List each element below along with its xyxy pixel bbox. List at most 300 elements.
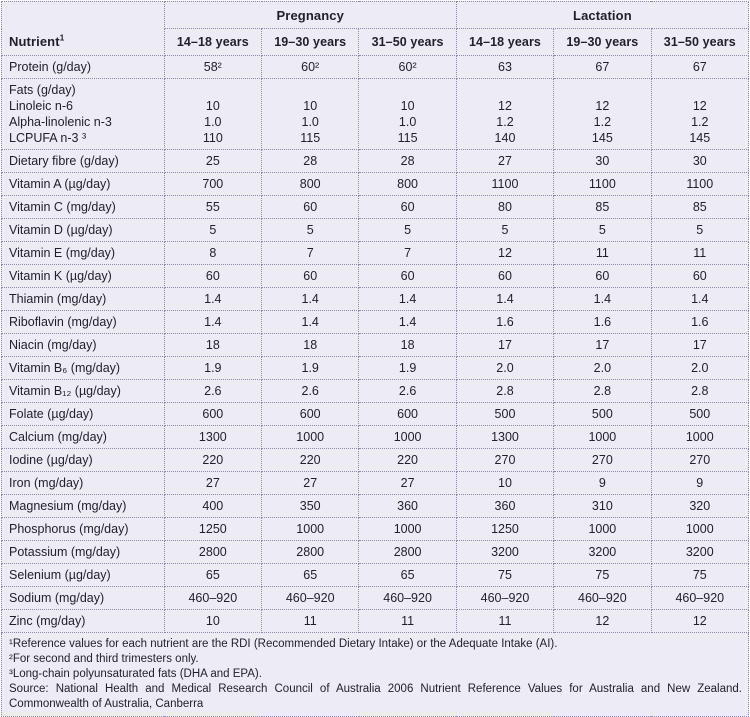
value-cell: [456, 518, 553, 541]
value-line: 7: [306, 246, 314, 260]
value-cell: [651, 587, 748, 610]
value-cell: [651, 265, 748, 288]
value-line: 11: [693, 246, 707, 260]
value-cell: [359, 173, 456, 196]
value-cell: [651, 196, 748, 219]
nutrient-label: [2, 518, 165, 541]
value-cell: [359, 403, 456, 426]
value-cell: [164, 311, 261, 334]
value-line: 60: [303, 200, 318, 214]
value-cell: [554, 610, 651, 633]
value-line: 1000: [685, 522, 714, 536]
nutrient-label-line: Protein (g/day): [9, 60, 91, 74]
value-cell: [554, 288, 651, 311]
value-line: 110: [202, 131, 223, 145]
value-cell: [262, 380, 359, 403]
value-cell: [262, 311, 359, 334]
value-cell: [359, 150, 456, 173]
value-line: 310: [591, 499, 613, 513]
value-line: [165, 82, 261, 98]
nutrient-label: [2, 173, 165, 196]
age-column-header: 14–18 years: [164, 29, 261, 56]
table-row: [2, 334, 749, 357]
value-line: 1.6: [691, 315, 709, 329]
value-line: 1.6: [593, 315, 612, 329]
value-cell: [651, 150, 748, 173]
value-cell: [456, 357, 553, 380]
value-cell: [456, 56, 553, 79]
table-row: [2, 196, 749, 219]
value-cell: [554, 196, 651, 219]
nutrient-label-line: Vitamin D (µg/day): [9, 223, 113, 237]
value-line: 18: [205, 338, 220, 352]
value-line: 12: [498, 246, 512, 260]
value-cell: [456, 610, 553, 633]
value-cell: [359, 311, 456, 334]
value-cell: [456, 311, 553, 334]
value-cell: [262, 288, 359, 311]
value-cell: [164, 173, 261, 196]
nutrient-label-line: Phosphorus (mg/day): [9, 522, 129, 536]
value-line: 60²: [301, 60, 320, 74]
value-line: 25: [205, 154, 220, 168]
value-cell: [262, 242, 359, 265]
value-cell: [456, 472, 553, 495]
nutrient-label: [2, 610, 165, 633]
lactation-group-header: Lactation: [456, 2, 748, 29]
value-line: 700: [202, 177, 224, 191]
value-cell: [651, 56, 748, 79]
value-line: 1.4: [204, 292, 222, 306]
value-line: 3200: [588, 545, 617, 559]
value-line: 600: [397, 407, 419, 421]
nutrient-label-line: Linoleic n-6: [9, 99, 73, 113]
value-line: [262, 82, 358, 98]
value-line: 2.8: [593, 384, 612, 398]
table-row: [2, 56, 749, 79]
value-cell: [359, 79, 456, 150]
value-cell: [456, 587, 553, 610]
nutrient-label: [2, 196, 165, 219]
value-line: 10: [303, 99, 318, 113]
value-line: 460–920: [383, 591, 432, 605]
value-line: 1300: [491, 430, 519, 444]
value-line: 1.4: [301, 292, 319, 306]
value-cell: [651, 242, 748, 265]
nutrient-label: [2, 564, 165, 587]
value-cell: [359, 380, 456, 403]
value-cell: [359, 242, 456, 265]
value-cell: [262, 449, 359, 472]
value-line: 75: [498, 568, 512, 582]
nutrient-label-line: Iodine (µg/day): [9, 453, 93, 467]
value-line: 270: [689, 453, 711, 467]
nutrient-label-line: Vitamin B₆ (mg/day): [9, 361, 121, 375]
nutrient-label-line: LCPUFA n-3 ³: [9, 131, 87, 145]
value-line: 1000: [588, 430, 617, 444]
value-cell: [554, 311, 651, 334]
value-line: 5: [306, 223, 314, 237]
footnote-row: [2, 633, 749, 717]
value-line: 75: [692, 568, 707, 582]
value-cell: [456, 426, 553, 449]
value-cell: [359, 334, 456, 357]
value-line: 18: [303, 338, 318, 352]
value-cell: [456, 79, 553, 150]
nutrient-label-line: Thiamin (mg/day): [9, 292, 107, 306]
value-line: 270: [494, 453, 516, 467]
value-line: 60: [692, 269, 707, 283]
nutrient-label: [2, 150, 165, 173]
value-line: 12: [692, 99, 707, 113]
value-cell: [164, 56, 261, 79]
value-cell: [359, 472, 456, 495]
table-row: [2, 587, 749, 610]
nutrient-reference-table: [1, 1, 749, 717]
age-column-header: 19–30 years: [262, 29, 359, 56]
value-line: 60: [303, 269, 318, 283]
value-line: 8: [209, 246, 217, 260]
value-line: 1100: [491, 177, 519, 191]
value-cell: [554, 334, 651, 357]
value-line: 1.0: [301, 115, 319, 129]
value-line: 2.6: [301, 384, 319, 398]
value-cell: [651, 357, 748, 380]
value-cell: [262, 79, 359, 150]
value-line: 600: [202, 407, 224, 421]
value-line: 1.4: [593, 292, 612, 306]
value-line: [359, 82, 455, 98]
value-line: 60: [595, 269, 610, 283]
nutrient-label-line: Folate (µg/day): [9, 407, 94, 421]
table-row: [2, 79, 749, 150]
footnote-2: ²For second and third trimesters only.: [9, 653, 199, 665]
value-cell: [164, 380, 261, 403]
value-cell: [359, 449, 456, 472]
table-row: [2, 265, 749, 288]
value-line: 11: [595, 246, 609, 260]
nutrient-label-line: Sodium (mg/day): [9, 591, 105, 605]
value-cell: [554, 564, 651, 587]
value-line: 1.2: [496, 115, 514, 129]
value-cell: [456, 541, 553, 564]
value-line: 7: [404, 246, 412, 260]
value-line: 1100: [588, 177, 616, 191]
value-cell: [164, 564, 261, 587]
value-cell: [164, 587, 261, 610]
value-line: 12: [692, 614, 707, 628]
nutrient-label-line: Potassium (mg/day): [9, 545, 121, 559]
value-cell: [554, 265, 651, 288]
nutrient-label: [2, 219, 165, 242]
nutrient-label-line: Iron (mg/day): [9, 476, 84, 490]
value-line: 27: [498, 154, 512, 168]
value-cell: [651, 541, 748, 564]
value-cell: [262, 334, 359, 357]
value-cell: [554, 403, 651, 426]
value-line: 60: [400, 269, 415, 283]
value-cell: [456, 380, 553, 403]
value-line: 1000: [296, 522, 325, 536]
nutrient-label: [2, 56, 165, 79]
nutrient-column-header-label: Nutrient: [9, 34, 60, 49]
value-cell: [359, 265, 456, 288]
value-line: 2.6: [204, 384, 222, 398]
nutrient-label-line: Vitamin E (mg/day): [9, 246, 116, 260]
value-cell: [554, 449, 651, 472]
value-cell: [554, 79, 651, 150]
value-line: 1.0: [398, 115, 417, 129]
footnotes-cell: [2, 633, 749, 717]
value-line: 400: [202, 499, 224, 513]
value-cell: [164, 403, 261, 426]
nutrient-label: [2, 541, 165, 564]
table-header: [2, 2, 749, 56]
value-cell: [359, 610, 456, 633]
value-cell: [651, 403, 748, 426]
source-line: Source: National Health and Medical Research Council of Australia 2006 Nutrient Reference Values for Australia and New Zealand.: [9, 683, 742, 695]
value-line: 460–920: [188, 591, 238, 605]
value-cell: [359, 288, 456, 311]
value-line: 10: [205, 99, 220, 113]
value-line: 28: [303, 154, 318, 168]
nutrient-label: [2, 472, 165, 495]
value-line: 10: [400, 99, 415, 113]
value-line: 55: [205, 200, 220, 214]
value-cell: [554, 495, 651, 518]
value-cell: [262, 426, 359, 449]
table-row: [2, 518, 749, 541]
value-line: 800: [299, 177, 321, 191]
value-line: 18: [400, 338, 415, 352]
value-line: 65: [205, 568, 220, 582]
table-row: [2, 449, 749, 472]
value-line: 5: [696, 223, 704, 237]
value-line: 30: [595, 154, 610, 168]
value-cell: [164, 334, 261, 357]
value-line: 1.4: [691, 292, 709, 306]
value-line: 5: [209, 223, 217, 237]
value-cell: [262, 610, 359, 633]
value-line: 1.9: [204, 361, 222, 375]
value-line: 1000: [393, 522, 422, 536]
value-cell: [456, 150, 553, 173]
table-row: [2, 173, 749, 196]
nutrient-label-line: Niacin (mg/day): [9, 338, 97, 352]
value-line: 3200: [491, 545, 519, 559]
value-cell: [359, 541, 456, 564]
table-row: [2, 242, 749, 265]
age-column-header: 19–30 years: [554, 29, 651, 56]
value-cell: [456, 449, 553, 472]
value-cell: [262, 403, 359, 426]
value-cell: [359, 219, 456, 242]
group-header-row: [2, 2, 749, 29]
value-cell: [456, 288, 553, 311]
age-column-header: 31–50 years: [651, 29, 748, 56]
value-line: [652, 82, 748, 98]
table-row: [2, 150, 749, 173]
nutrient-label: [2, 495, 165, 518]
value-line: 12: [498, 99, 512, 113]
value-line: 65: [303, 568, 318, 582]
value-line: 460–920: [480, 591, 530, 605]
value-cell: [554, 219, 651, 242]
value-line: 12: [595, 99, 610, 113]
value-line: 1250: [198, 522, 227, 536]
nutrient-label-line: Vitamin A (µg/day): [9, 177, 111, 191]
value-cell: [651, 564, 748, 587]
value-line: 1000: [296, 430, 325, 444]
value-cell: [359, 495, 456, 518]
value-line: 1.2: [593, 115, 612, 129]
value-line: 9: [598, 476, 606, 490]
nutrient-header-footnote-marker: 1: [59, 32, 65, 43]
value-cell: [262, 150, 359, 173]
value-cell: [456, 495, 553, 518]
value-line: 27: [400, 476, 415, 490]
value-line: 5: [598, 223, 606, 237]
nutrient-label: [2, 79, 165, 150]
nutrient-label: [2, 426, 165, 449]
nutrient-label: [2, 311, 165, 334]
value-cell: [651, 472, 748, 495]
value-line: 12: [595, 614, 610, 628]
value-line: 800: [397, 177, 419, 191]
value-cell: [651, 449, 748, 472]
value-line: 2.6: [398, 384, 417, 398]
nutrient-label: [2, 242, 165, 265]
value-line: 360: [397, 499, 419, 513]
footnote-1: ¹Reference values for each nutrient are the RDI (Recommended Dietary Intake) or the Adequate Intake (AI).: [9, 638, 558, 650]
value-line: 1.4: [398, 292, 417, 306]
nutrient-column-header: [2, 2, 165, 56]
value-cell: [554, 541, 651, 564]
value-cell: [456, 196, 553, 219]
value-line: 2800: [296, 545, 325, 559]
nutrient-label-line: Vitamin C (mg/day): [9, 200, 116, 214]
value-line: 115: [397, 131, 418, 145]
value-line: 1.9: [398, 361, 417, 375]
nutrient-label-line: Magnesium (mg/day): [9, 499, 127, 513]
value-line: 140: [494, 131, 516, 145]
value-line: 320: [689, 499, 711, 513]
value-line: 28: [400, 154, 415, 168]
value-cell: [554, 426, 651, 449]
value-cell: [651, 219, 748, 242]
value-cell: [164, 219, 261, 242]
value-cell: [651, 610, 748, 633]
value-line: 220: [299, 453, 321, 467]
value-cell: [651, 173, 748, 196]
value-cell: [164, 357, 261, 380]
value-line: 1.4: [496, 292, 514, 306]
nutrient-label: [2, 357, 165, 380]
table-footer: [2, 633, 749, 717]
value-cell: [262, 173, 359, 196]
value-line: [554, 82, 650, 98]
value-cell: [164, 541, 261, 564]
nutrient-label-line: Fats (g/day): [9, 83, 76, 97]
age-column-header: 31–50 years: [359, 29, 456, 56]
value-cell: [164, 610, 261, 633]
value-cell: [359, 357, 456, 380]
value-cell: [554, 56, 651, 79]
value-line: 1.4: [398, 315, 417, 329]
value-cell: [456, 242, 553, 265]
value-cell: [651, 288, 748, 311]
nutrient-label-line: Alpha-linolenic n-3: [9, 115, 112, 129]
value-line: 58²: [203, 60, 222, 74]
value-cell: [164, 288, 261, 311]
value-line: 2.8: [691, 384, 709, 398]
value-line: 1.6: [496, 315, 514, 329]
value-cell: [262, 472, 359, 495]
value-line: 1100: [686, 177, 714, 191]
value-line: 63: [498, 60, 512, 74]
value-cell: [262, 564, 359, 587]
value-line: 27: [205, 476, 220, 490]
nutrient-label-line: Dietary fibre (g/day): [9, 154, 119, 168]
value-line: 1250: [491, 522, 519, 536]
value-line: 1.4: [301, 315, 319, 329]
value-line: 2800: [198, 545, 227, 559]
nutrient-label: [2, 380, 165, 403]
table-row: [2, 610, 749, 633]
value-cell: [554, 150, 651, 173]
value-cell: [554, 472, 651, 495]
value-cell: [456, 564, 553, 587]
value-cell: [651, 518, 748, 541]
value-cell: [262, 518, 359, 541]
value-line: 67: [692, 60, 707, 74]
value-cell: [164, 495, 261, 518]
nutrient-label-line: Calcium (mg/day): [9, 430, 107, 444]
value-cell: [456, 334, 553, 357]
value-line: 115: [300, 131, 321, 145]
value-cell: [651, 495, 748, 518]
value-cell: [359, 56, 456, 79]
value-line: 85: [692, 200, 707, 214]
value-cell: [359, 518, 456, 541]
value-line: 11: [303, 614, 317, 628]
age-column-header: 14–18 years: [456, 29, 553, 56]
value-cell: [554, 587, 651, 610]
value-cell: [262, 495, 359, 518]
nutrient-label: [2, 265, 165, 288]
source-line-continued: Commonwealth of Australia, Canberra: [9, 698, 204, 710]
value-line: 11: [498, 614, 512, 628]
value-cell: [554, 173, 651, 196]
value-line: 11: [401, 614, 415, 628]
value-line: 17: [595, 338, 610, 352]
table-row: [2, 426, 749, 449]
value-line: 270: [591, 453, 613, 467]
value-line: 5: [404, 223, 412, 237]
value-cell: [359, 587, 456, 610]
table-row: [2, 472, 749, 495]
nutrient-label-line: Zinc (mg/day): [9, 614, 86, 628]
value-line: 500: [689, 407, 711, 421]
value-line: 27: [303, 476, 318, 490]
nutrient-label: [2, 403, 165, 426]
value-line: 5: [501, 223, 509, 237]
value-line: 1.2: [691, 115, 709, 129]
table-row: [2, 288, 749, 311]
value-line: 3200: [685, 545, 714, 559]
value-cell: [554, 518, 651, 541]
value-line: 145: [591, 131, 613, 145]
